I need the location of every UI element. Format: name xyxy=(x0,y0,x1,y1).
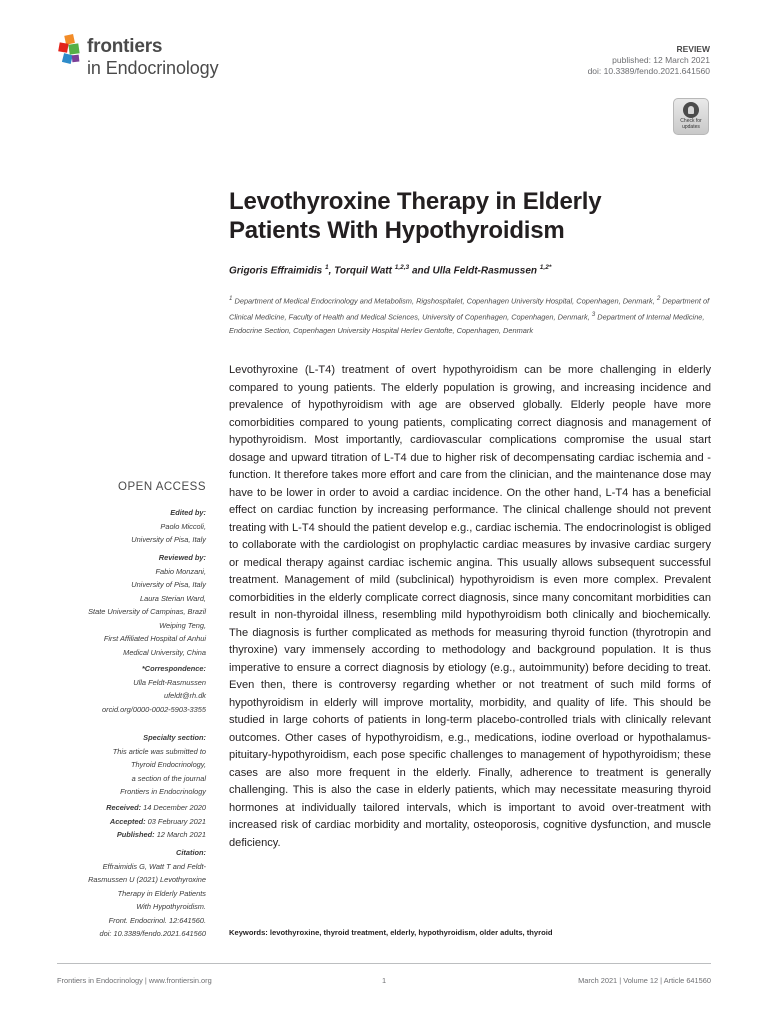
article-meta xyxy=(588,44,710,77)
page-number: 1 xyxy=(382,976,387,985)
citation-line: Effraimidis G, Watt T and Feldt- xyxy=(102,861,206,871)
open-access-label: OPEN ACCESS xyxy=(118,481,206,493)
published-date-sidebar: 12 March 2021 xyxy=(156,830,206,839)
specialty-line: This article was submitted to xyxy=(112,746,206,756)
journal-name: in Endocrinology xyxy=(87,58,219,78)
bookmark-icon xyxy=(683,102,699,118)
author-name[interactable]: Torquil Watt xyxy=(334,265,392,277)
reviewer-line: Weiping Teng, xyxy=(159,620,206,630)
affiliation-text: Department of Medical Endocrinology and Metabolism, Rigshospitalet, Copenhagen University Hospital, Copenhagen, Denmark, xyxy=(234,296,655,306)
keywords: Keywords: levothyroxine, thyroid treatment, elderly, hypothyroidism, older adults, thyroid xyxy=(229,928,553,937)
author-list: Grigoris Effraimidis $^1$, Torquil Watt $^{1,2,3}$ and Ulla Feldt-Rasmussen $^{1,2*}$ xyxy=(229,264,552,277)
specialty-line: Thyroid Endocrinology, xyxy=(130,760,206,769)
author-affiliation-marker: 1,2,3 xyxy=(394,264,410,271)
article-type: REVIEW xyxy=(676,44,710,54)
accepted-label: Accepted: xyxy=(109,816,146,826)
affiliation-number: 1 xyxy=(229,295,233,302)
affiliation-number: 3 xyxy=(591,310,596,318)
footer-divider xyxy=(57,963,711,964)
correspondence-heading: *Correspondence: xyxy=(141,664,206,673)
reviewer-line: University of Pisa, Italy xyxy=(131,580,206,589)
reviewed-by-heading: Reviewed by: xyxy=(158,553,206,562)
received-date: 14 December 2020 xyxy=(143,803,206,812)
reviewer-line: Fabio Monzani, xyxy=(155,566,206,576)
footer-issue-info: March 2021 | Volume 12 | Article 641560 xyxy=(578,976,711,985)
reviewer-line: State University of Campinas, Brazil xyxy=(88,607,206,616)
citation-line: With Hypothyroidism. xyxy=(136,902,206,911)
author-affiliation-marker: 1,2* xyxy=(539,264,552,271)
specialty-line: Frontiers in Endocrinology xyxy=(120,787,206,796)
citation-section xyxy=(40,846,206,941)
received-label: Received: xyxy=(106,803,142,812)
affiliation-text: Department of Clinical Medicine, Faculty of Health and Medical Sciences, University of Copenhagen, Copenhagen, Denmark, xyxy=(229,296,710,322)
reviewer-line: Medical University, China xyxy=(123,647,206,657)
affiliation-text: Department of Internal Medicine, Endocrine Section, Copenhagen University Hospital Herlev Gentofte, Copenhagen, Denmark xyxy=(229,312,705,335)
editor-affiliation: University of Pisa, Italy xyxy=(131,535,206,544)
logo-square-blue xyxy=(62,53,73,64)
citation-line: Front. Endocrinol. 12:641560. xyxy=(108,915,206,925)
affiliation-number: 2 xyxy=(656,295,661,302)
accepted-date: 03 February 2021 xyxy=(147,816,206,826)
citation-heading: Citation: xyxy=(176,848,206,857)
reviewer-line: Laura Sterian Ward, xyxy=(139,593,206,603)
logo-square-green xyxy=(68,43,79,54)
footer-journal-link[interactable]: Frontiers in Endocrinology | www.frontiersin.org xyxy=(57,976,212,985)
published-date: published: 12 March 2021 xyxy=(612,55,710,65)
doi[interactable]: doi: 10.3389/fendo.2021.641560 xyxy=(587,66,710,76)
correspondent-email[interactable]: ufeldt@rh.dk xyxy=(163,691,206,700)
correspondent-orcid[interactable]: orcid.org/0000-0002-5903-3355 xyxy=(102,704,206,714)
dates-section xyxy=(40,801,206,842)
citation-line: Rasmussen U (2021) Levothyroxine xyxy=(88,875,206,884)
check-badge-text: Check for updates xyxy=(680,118,702,130)
author-affiliation-marker: 1 xyxy=(324,264,329,271)
specialty-heading: Specialty section: xyxy=(143,733,206,742)
edited-by-heading: Edited by: xyxy=(170,508,206,517)
editor-name: Paolo Miccoli, xyxy=(160,521,206,531)
reviewed-by-section xyxy=(40,551,206,659)
specialty-line: a section of the journal xyxy=(131,773,206,783)
citation-line: Therapy in Elderly Patients xyxy=(117,888,206,898)
edited-by-section xyxy=(40,506,206,547)
published-label: Published: xyxy=(116,830,155,839)
check-for-updates-badge[interactable] xyxy=(673,98,709,135)
article-title: Levothyroxine Therapy in Elderly Patients With Hypothyroidism xyxy=(229,188,602,244)
specialty-section xyxy=(40,731,206,799)
citation-doi[interactable]: doi: 10.3389/fendo.2021.641560 xyxy=(99,929,206,938)
affiliations xyxy=(229,292,714,337)
brand-name: frontiers xyxy=(87,36,163,57)
logo-square-orange xyxy=(64,34,75,45)
reviewer-line: First Affiliated Hospital of Anhui xyxy=(103,634,206,643)
author-name[interactable]: Grigoris Effraimidis xyxy=(229,265,323,277)
correspondence-section xyxy=(40,662,206,716)
logo-square-purple xyxy=(72,55,80,63)
correspondent-name: Ulla Feldt-Rasmussen xyxy=(133,677,206,687)
abstract: Levothyroxine (L-T4) treatment of overt hypothyroidism can be more challenging in elderly compared to young patients. The elderly population is growing, and increasing incidence and prevalence of hypothyroidism with age are observed globally. Elderly people have more comorbidities compared to young patients, complicating correct diagnosis and management of hypothyroidism. Most importantly, cardiovascular complications compromise the usual start dosage and upward titration of L-T4 due to higher risk of decompensating cardiac ischemia and -function. It therefore takes more effort and care from the clinician, and the maintenance dose may have to be lower in order to avoid a cardiac incidence. On the other hand, L-T4 has a beneficial effect on cardiac function by increasing performance. The clinical challenge should not prevent treating with L-T4 should the patient develop e.g., cardiac ischemia. The endocrinologist is obliged to collaborate with the cardiologist on prophylactic cardiac measures by invasive cardiac surgery or medical therapy against cardiac ischemic angina. This usually allows subsequent successful treatment. Management of mild (subclinical) hypothyroidism is even more complex. Prevalent comorbidities in the elderly complicate correct diagnosis, since many concomitant morbidities can result in non-thyroidal illness, resembling mild hypothyroidism both clinically and biochemically. The diagnosis is further complicated as methods for measuring thyroid function (thyrotropin and thyroxine) vary immensely according to methodology and background population. It is thus imperative to ensure a correct diagnosis by etiology (e.g., autoimmunity) before deciding to treat. Even then, there is controversy regarding whether or not treatment of such mild forms of hypothyroidism in elderly will improve mortality, morbidity, and quality of life. This should be studied in large cohorts of patients in long-term placebo-controlled trials with clinically relevant outcomes. Other cases of hypothyroidism, e.g., medications, iodine overload or hypothalamus-pituitary-hypothyroidism, each pose specific challenges to management of hypothyroidism; these cases are also more frequent in the elderly. Finally, adherence to treatment is generally challenging. This is also the case in elderly patients, which may necessitate measuring thyroid hormones at individually tailored intervals, which is important to avoid over-treatment with increased risk of cardiac morbidity and mortality, osteoporosis, cognitive dysfunction, and muscle deficiency. xyxy=(229,364,711,849)
logo-square-red xyxy=(58,42,68,52)
author-name[interactable]: Ulla Feldt-Rasmussen xyxy=(432,265,538,277)
